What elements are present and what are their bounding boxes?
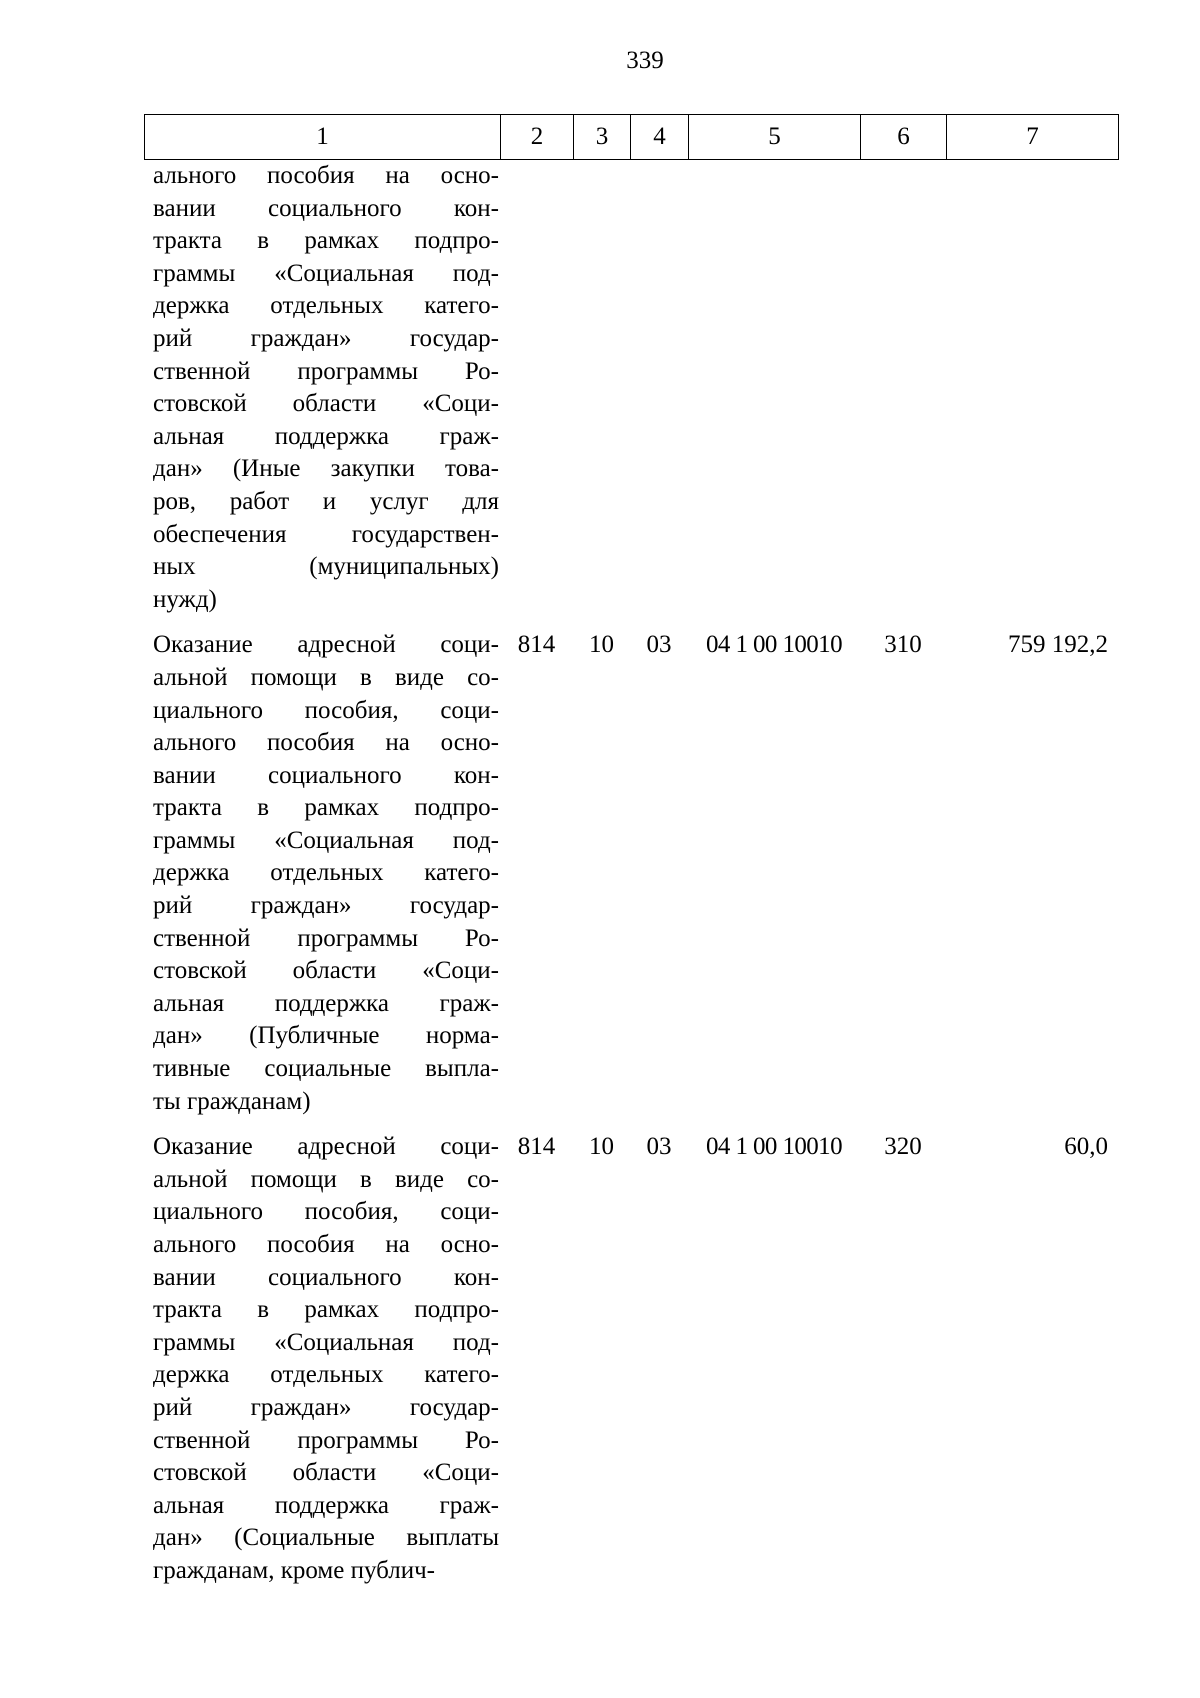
description-line: стовской области «Соци-: [153, 390, 499, 418]
row-description: [144, 629, 499, 1118]
description-line: ственной программы Ро-: [153, 1426, 499, 1454]
section-code: 10: [589, 1133, 614, 1161]
table-row: [144, 629, 1118, 1118]
description-line: нужд): [153, 585, 217, 613]
column-header-1: 1: [145, 115, 501, 160]
description-line: рий граждан» государ-: [153, 324, 499, 352]
description-line: обеспечения государствен-: [153, 520, 499, 548]
description-line: альная поддержка граж-: [153, 1491, 499, 1519]
description-line: граммы «Социальная под-: [153, 259, 499, 287]
description-line: вании социального кон-: [153, 1263, 499, 1291]
description-line: держка отдельных катего-: [153, 859, 499, 887]
subsection-code: 03: [646, 1133, 672, 1161]
description-line: Оказание адресной соци-: [153, 1133, 499, 1161]
description-line: тракта в рамках подпро-: [153, 1296, 499, 1324]
column-header-row: [145, 115, 1119, 160]
description-line: альная поддержка граж-: [153, 989, 499, 1017]
description-line: держка отдельных катего-: [153, 292, 499, 320]
description-line: гражданам, кроме публич-: [153, 1556, 435, 1584]
description-line: держка отдельных катего-: [153, 1361, 499, 1389]
description-line: ального пособия на осно-: [153, 1231, 499, 1258]
page-number: 339: [626, 47, 664, 74]
table-row: [144, 1131, 1118, 1587]
target-article-code: 04 1 00 10010: [706, 1133, 842, 1161]
description-line: ров, работ и услуг для: [153, 487, 499, 515]
description-line: граммы «Социальная под-: [153, 1328, 499, 1356]
description-line: альная поддержка граж-: [153, 422, 499, 450]
description-line: Оказание адресной соци-: [153, 631, 499, 659]
amount: 60,0: [1064, 1133, 1108, 1161]
description-line: дан» (Социальные выплаты: [153, 1524, 499, 1552]
description-line: циального пособия, соци-: [153, 1198, 499, 1226]
description-line: ственной программы Ро-: [153, 924, 499, 952]
row-description: [144, 160, 499, 616]
description-line: рий граждан» государ-: [153, 892, 499, 920]
description-line: стовской области «Соци-: [153, 1459, 499, 1487]
column-header-2: 2: [501, 115, 574, 160]
description-line: альной помощи в виде со-: [153, 663, 499, 691]
description-line: ных (муниципальных): [153, 553, 499, 581]
table-body: [144, 160, 1118, 1588]
description-line: ального пособия на осно-: [153, 729, 499, 757]
description-line: рий граждан» государ-: [153, 1393, 499, 1421]
description-line: стовской области «Соци-: [153, 957, 499, 985]
description-line: ального пособия на осно-: [153, 162, 499, 189]
description-line: ственной программы Ро-: [153, 357, 499, 385]
ministry-code: 814: [517, 1133, 556, 1161]
column-header-3: 3: [574, 115, 631, 160]
description-line: ты гражданам): [153, 1087, 311, 1115]
ministry-code: 814: [517, 631, 556, 659]
row-description: [144, 1131, 499, 1587]
description-line: тивные социальные выпла-: [153, 1055, 499, 1083]
description-line: циального пособия, соци-: [153, 696, 499, 724]
description-line: дан» (Иные закупки това-: [153, 455, 499, 483]
column-header-table: [144, 114, 1119, 160]
description-line: граммы «Социальная под-: [153, 826, 499, 854]
amount: 759 192,2: [1008, 631, 1108, 659]
description-line: дан» (Публичные норма-: [153, 1022, 499, 1050]
column-header-5: 5: [689, 115, 861, 160]
description-line: вании социального кон-: [153, 194, 499, 222]
row-gap: [144, 1118, 1118, 1131]
description-line: альной помощи в виде со-: [153, 1165, 499, 1193]
subsection-code: 03: [646, 631, 672, 659]
table-row: [144, 160, 1118, 616]
expense-type-code: 310: [884, 631, 922, 659]
description-line: тракта в рамках подпро-: [153, 794, 499, 822]
section-code: 10: [589, 631, 614, 659]
target-article-code: 04 1 00 10010: [706, 631, 842, 659]
description-line: тракта в рамках подпро-: [153, 227, 499, 255]
expense-type-code: 320: [884, 1133, 922, 1161]
description-line: вании социального кон-: [153, 761, 499, 789]
row-gap: [144, 616, 1118, 629]
column-header-4: 4: [631, 115, 689, 160]
column-header-7: 7: [947, 115, 1119, 160]
column-header-6: 6: [861, 115, 947, 160]
